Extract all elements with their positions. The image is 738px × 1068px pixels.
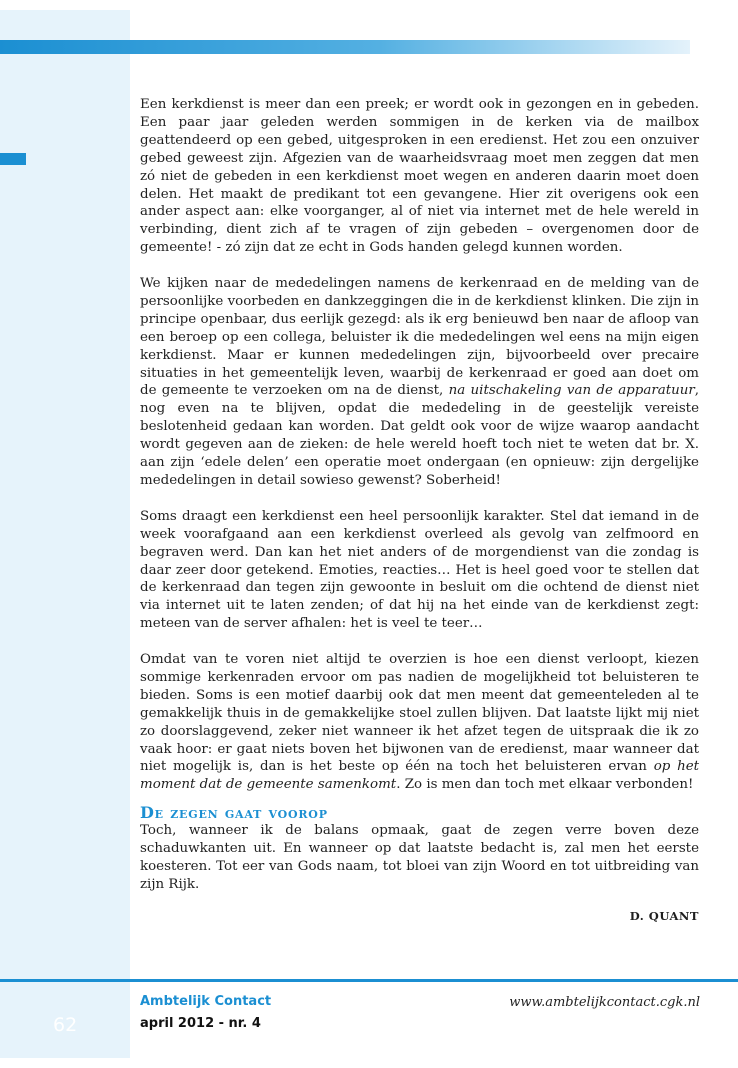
paragraph-3: Soms draagt een kerkdienst een heel persoonlijk karakter. Stel dat iemand in de week voorafgaand aan een kerkdienst overleed als gevolg van zelfmoord en begraven werd. Dan kan het niet anders of de morgendienst van die zondag is daar zeer door getekend. Emoties, reacties… Het is heel goed voor te stellen dat de kerkenraad dan tegen zijn gewoonte in besluit om die ochtend de dienst niet via internet uit te laten zenden; of dat hij na het einde van de kerkdienst zegt: meteen van de server afhalen: het is veel te teer… [140, 508, 699, 632]
issue-label: april 2012 - nr. 4 [140, 1016, 261, 1031]
article-body [140, 96, 699, 926]
page-number: 62 [53, 1014, 78, 1036]
paragraph-2-text-a: We kijken naar de mededelingen namens de kerkenraad en de melding van de persoonlijke voorbeden en dankzeggingen die in de kerkdienst klinken. Die zijn in principe openbaar, dus eerlijk gezegd: als ik erg benieuwd ben naar de afloop van een beroep op een collega, beluister ik die mededelingen wel eens na mijn eigen kerkdienst. Maar er kunnen mededelingen zijn, bijvoorbeeld over precaire situaties in het gemeentelijk leven, waarbij de kerkenraad er goed aan doet om de gemeente te verzoeken om na de dienst, [140, 276, 699, 399]
paragraph-5: Toch, wanneer ik de balans opmaak, gaat de zegen verre boven deze schaduwkanten uit. En wanneer op dat laatste bedacht is, zal men het eerste koesteren. Tot eer van Gods naam, tot bloei van zijn Woord en tot uitbreiding van zijn Rijk. [140, 823, 699, 893]
paragraph-4 [140, 651, 699, 794]
header-gradient-bar [0, 40, 690, 54]
margin-marker [0, 153, 26, 165]
paragraph-2-text-b: , nog even na te blijven, opdat die mededeling in de geestelijk vereiste beslotenheid gedaan kan worden. Dat geldt ook voor de wijze waarop aandacht wordt gegeven aan de zieken: de hele wereld hoeft toch niet te weten dat br. X. aan zijn ‘edele delen’ een operatie moet ondergaan (en opnieuw: zijn dergelijke mededelingen in detail sowieso gewenst? Soberheid! [140, 383, 699, 489]
paragraph-4-emphasis: op het moment dat de gemeente samenkomt [140, 759, 700, 793]
section-heading: De zegen gaat voorop [140, 803, 328, 823]
left-margin-strip [0, 10, 130, 1058]
paragraph-1: Een kerkdienst is meer dan een preek; er wordt ook in gezongen en in gebeden. Een paar jaar geleden werden sommigen in de kerken via de mailbox geattendeerd op een gebed, uitgesproken in een eredienst. Het zou een onzuiver gebed geweest zijn. Afgezien van de waarheidsvraag moet men zeggen dat men zó niet de gebeden in een kerkdienst moet wegen en anderen daarin moet doen delen. Het maakt de predikant tot een gevangene. Hier zit overigens ook een ander aspect aan: elke voorganger, al of niet via internet met de hele wereld in verbinding, dient zich af te vragen of zijn gebeden – overgenomen door de gemeente! - zó zijn dat ze echt in Gods handen gelegd kunnen worden. [140, 97, 699, 256]
magazine-title: Ambtelijk Contact [140, 994, 272, 1009]
paragraph-4-text-a: Omdat van te voren niet altijd te overzien is hoe een dienst verloopt, kiezen sommige kerkenraden ervoor om pas nadien de mogelijkheid tot beluisteren te bieden. Soms is een motief daarbij ook dat men meent dat gemeenteleden al te gemakkelijk thuis in de gemakkelijke stoel zullen blijven. Dat laatste lijkt mij niet zo doorslaggevend, zeker niet wanneer ik het afzet tegen de uitspraak die ik zo vaak hoor: er gaat niets boven het bijwonen van de eredienst, maar wanneer dat niet mogelijk is, dan is het beste op één na toch het beluisteren ervan [140, 652, 699, 775]
footer-rule [0, 979, 738, 982]
paragraph-2-emphasis: na uitschakeling van de apparatuur [448, 383, 695, 399]
paragraph-4-text-b: . Zo is men dan toch met elkaar verbonden! [396, 777, 694, 793]
website-link[interactable]: www.ambtelijkcontact.cgk.nl [509, 995, 700, 1010]
author-signature: D. QUANT [629, 908, 699, 923]
paragraph-2 [140, 275, 699, 490]
